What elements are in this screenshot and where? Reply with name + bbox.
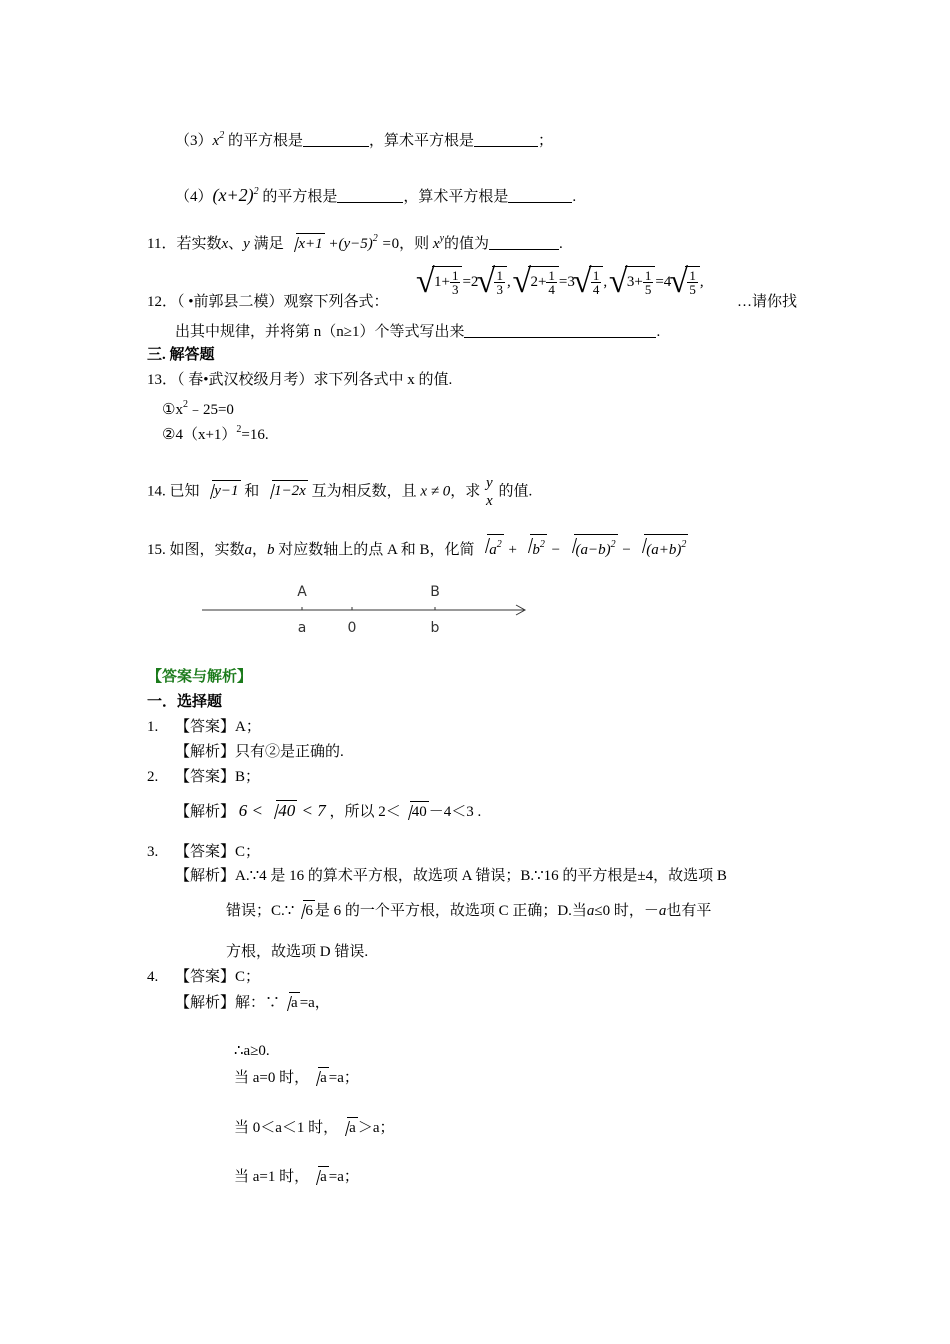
q11: 11．若实数x、y 满足 $x+1 +(y-5)^2 =0$，则 $x^y$的值为 .: [147, 233, 563, 252]
section-3-heading: 三. 解答题: [147, 347, 215, 363]
q12-tail: …请你找: [737, 294, 798, 310]
answer-3-explanation-line2: 错误；C.∵ 6 是 6 的一个平方根，故选项 C 正确；D.当a≤0 时，－a也有平: [226, 900, 711, 921]
answer-4-line1: ∴a≥0.: [234, 1043, 270, 1059]
label-B: B: [430, 584, 440, 600]
label-0: 0: [347, 620, 357, 636]
answer-2: 【答案】B；: [175, 769, 261, 785]
answer-1: 【答案】A；: [175, 719, 261, 735]
label-a: a: [297, 620, 307, 636]
q12: 12．（ •前郭县二模）观察下列各式：: [147, 294, 389, 310]
answer-4-line4: 当 a=1 时， a =a；: [234, 1166, 359, 1187]
answer-2-explanation: 【解析】 6 < 40 < 7 ，所以 2＜ 40 －4＜3 .: [175, 801, 482, 820]
answer-4-num: 4.: [147, 969, 159, 985]
answer-3-explanation-line1: 【解析】A.∵4 是 16 的算术平方根，故选项 A 错误；B.∵16 的平方根是±4，故选项 B: [175, 868, 727, 884]
q12-line2: 出其中规律，并将第 n（n≥1）个等式写出来 .: [175, 324, 661, 340]
answer-4-line2: 当 a=0 时， a =a；: [234, 1067, 359, 1088]
q14: 14. 已知 y−1 和 1−2x 互为相反数，且 x ≠ 0，求 y x 的值.: [147, 475, 533, 509]
q13-item1: $①x^2﹣25=0$: [162, 399, 234, 418]
answers-section1: 一．选择题: [147, 694, 223, 710]
answer-1-explanation: 【解析】只有②是正确的.: [175, 744, 344, 760]
q13-item2: $②4(x+1)^2=16$.: [162, 424, 269, 443]
q12-formulas: √ 1+ $\frac{1}{3}$ =2 √ $\frac{1}{3}$ , √ 2+ $\frac{1}{4}$ =3 √ $\frac{1}{4}$ , √ 3+ $\frac{1}{5}$ =4 √ $\frac{1}{5}$ ,: [418, 266, 704, 310]
answers-header: 【答案与解析】: [147, 669, 253, 685]
label-b: b: [430, 620, 440, 636]
q15: 15. 如图，实数a，b 对应数轴上的点 A 和 B，化简 $a^2 + b^2 - (a-b)^2 - (a+b)^2$: [147, 534, 688, 560]
answer-4: 【答案】C；: [175, 969, 261, 985]
answer-4-explanation: 【解析】解：∵ a =a，: [175, 992, 330, 1013]
answer-1-num: 1.: [147, 719, 159, 735]
label-A: A: [297, 584, 307, 600]
answer-4-line3: 当 0＜a＜1 时， a ＞a；: [234, 1117, 395, 1138]
answer-3-num: 3.: [147, 844, 159, 860]
number-line: [198, 580, 538, 640]
q10-part4: $(4)(x+2)^2$ 的平方根是 ，算术平方根是 .: [175, 185, 577, 205]
answer-3: 【答案】C；: [175, 844, 261, 860]
q13-title: 13．（ 春•武汉校级月考）求下列各式中 x 的值.: [147, 372, 453, 388]
q10-part3: $(3)x^2$ 的平方根是 ，算术平方根是 ；: [175, 130, 553, 149]
answer-3-explanation-line3: 方根，故选项 D 错误.: [226, 944, 369, 960]
answer-2-num: 2.: [147, 769, 159, 785]
